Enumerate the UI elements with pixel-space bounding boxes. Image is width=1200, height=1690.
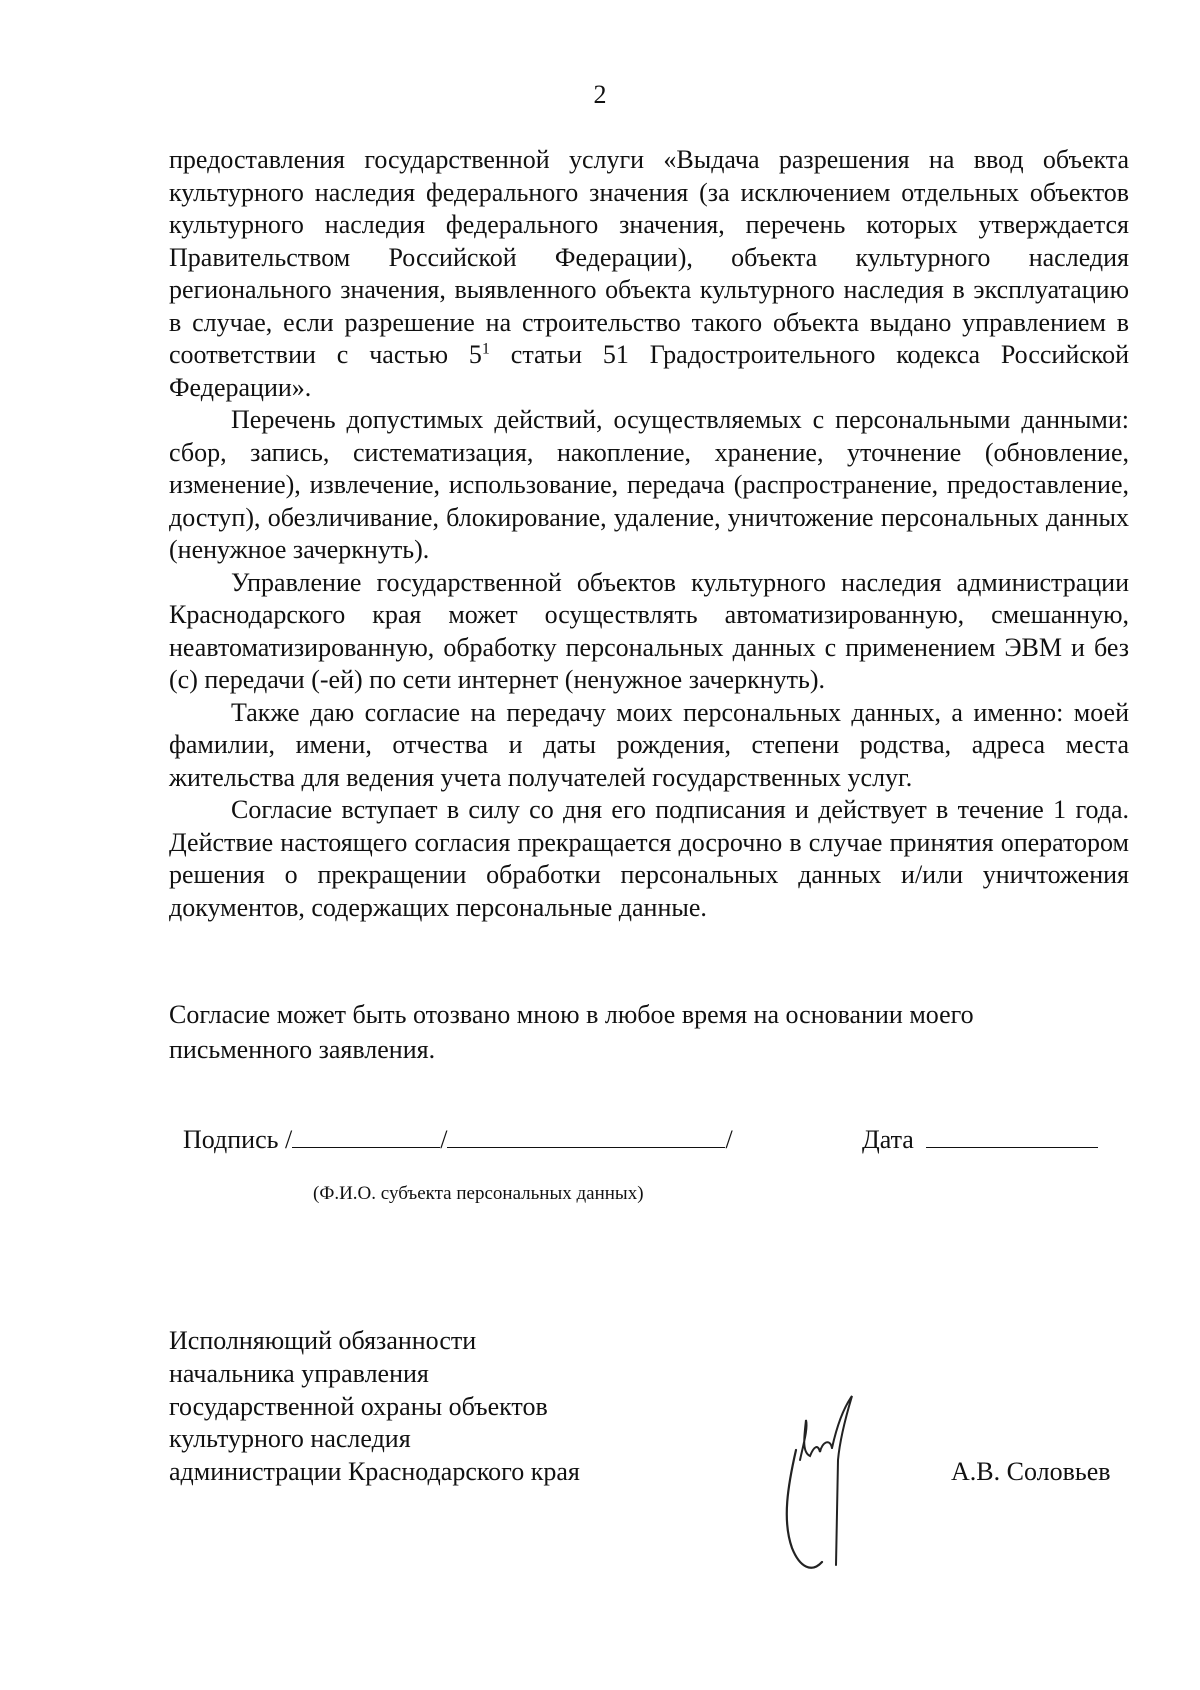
paragraph-allowed-actions: Перечень допустимых действий, осуществляемых с персональными данными: сбор, запись, систематизация, накопление, хранение, уточнение (обновление, изменение), извлечение, использование, передача (распространение, предоставление, доступ), обезличивание, блокирование, удаление, уничтожение персональных данных (ненужное зачеркнуть). bbox=[169, 405, 1129, 564]
revocation-note bbox=[169, 997, 1129, 1067]
signer-title-line-1: Исполняющий обязанности bbox=[169, 1326, 477, 1355]
fio-blank bbox=[447, 1125, 725, 1148]
paragraph-data-transfer-consent: Также даю согласие на передачу моих персональных данных, а именно: моей фамилии, имени, отчества и даты рождения, степени родства, адреса места жительства для ведения учета получателей государственных услуг. bbox=[169, 697, 1129, 792]
paragraph-consent-validity: Согласие вступает в силу со дня его подписания и действует в течение 1 года. Действие настоящего согласия прекращается досрочно в случае принятия оператором решения о прекращении обработки персональных данных и/или уничтожения документов, содержащих персональные данные. bbox=[169, 795, 1129, 922]
signature-line bbox=[183, 1125, 733, 1155]
date-blank bbox=[926, 1125, 1098, 1148]
signer-title bbox=[169, 1325, 580, 1489]
signer-title-line-2: начальника управления bbox=[169, 1358, 429, 1388]
paragraph-service-description bbox=[169, 144, 1129, 404]
revocation-line-2: письменного заявления. bbox=[169, 1035, 436, 1064]
signer-name: А.В. Соловьев bbox=[951, 1457, 1111, 1486]
signer-title-line-5: администрации Краснодарского края bbox=[169, 1457, 580, 1487]
date-line bbox=[862, 1125, 1098, 1155]
page-number: 2 bbox=[593, 80, 607, 109]
signer-title-line-4: культурного наследия bbox=[169, 1424, 411, 1454]
signature-label: Подпись / bbox=[183, 1125, 293, 1154]
paragraph-service-description-tail: статьи 51 Градостроительного кодекса Российской Федерации». bbox=[169, 340, 1129, 402]
paragraph-service-description-text: предоставления государственной услуги «Выдача разрешения на ввод объекта культурного наследия федерального значения (за исключением отдельных объектов культурного наследия федерального значения, перечень которых утверждается Правительством Российской Федерации), объекта культурного наследия регионального значения, выявленного объекта культурного наследия в эксплуатацию в случае, если разрешение на строительство такого объекта выдано управлением в соответствии с частью 5 bbox=[169, 145, 1129, 369]
signature-slash-middle: / bbox=[440, 1125, 448, 1154]
document-body bbox=[169, 144, 1129, 924]
handwritten-signature bbox=[778, 1390, 858, 1575]
signer-title-line-3: государственной охраны объектов bbox=[169, 1391, 548, 1421]
superscript-part-number: 1 bbox=[481, 340, 490, 358]
signature-slash-end: / bbox=[725, 1125, 733, 1154]
paragraph-processing-methods: Управление государственной объектов культурного наследия администрации Краснодарского края может осуществлять автоматизированную, смешанную, неавтоматизированную, обработку персональных данных с применением ЭВМ и без (с) передачи (-ей) по сети интернет (ненужное зачеркнуть). bbox=[169, 567, 1129, 694]
signature-blank bbox=[292, 1125, 440, 1148]
date-label: Дата bbox=[862, 1125, 914, 1154]
fio-caption: (Ф.И.О. субъекта персональных данных) bbox=[313, 1183, 644, 1204]
revocation-line-1: Согласие может быть отозвано мною в любое время на основании моего bbox=[169, 1000, 974, 1029]
